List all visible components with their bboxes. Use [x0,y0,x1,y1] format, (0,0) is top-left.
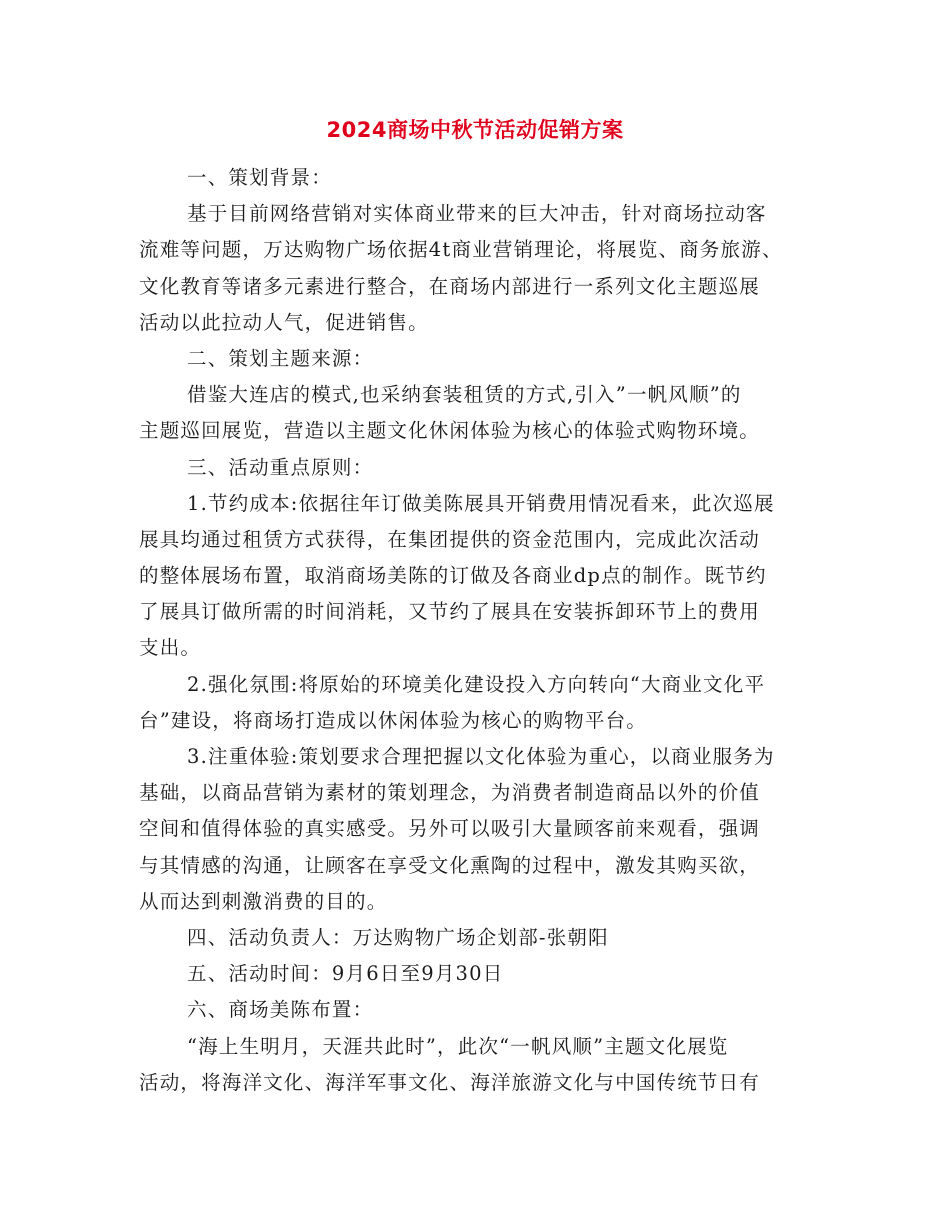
document-body [139,160,819,1101]
text-line: 活动以此拉动人气，促进销售。 [139,310,429,334]
text-line: 二、策划主题来源： [187,346,374,370]
text-line: 展具均通过租赁方式获得，在集团提供的资金范围内，完成此次活动 [139,527,761,551]
text-line: 与其情感的沟通，让顾客在享受文化熏陶的过程中，激发其购买欲， [139,853,761,877]
text-line: 六、商场美陈布置： [187,998,374,1022]
text-line: 支出。 [139,636,202,660]
text-line: 台”建设，将商场打造成以休闲体验为核心的购物平台。 [139,708,647,732]
text-line: 基于目前网络营销对实体商业带来的巨大冲击，针对商场拉动客 [187,202,767,226]
text-line: 借鉴大连店的模式,也采纳套装租赁的方式,引入”一帆风顺”的 [187,383,742,407]
document-title: 2024商场中秋节活动促销方案 [326,118,624,142]
text-line: 1.节约成本:依据往年订做美陈展具开销费用情况看来，此次巡展 [187,491,775,515]
text-line: 了展具订做所需的时间消耗，又节约了展具在安装拆卸环节上的费用 [139,600,761,624]
text-line: 一、策划背景： [187,166,332,189]
text-line: “海上生明月，天涯共此时”，此次“一帆风顺”主题文化展览 [187,1034,729,1058]
text-line: 四、活动负责人：万达购物广场企划部-张朝阳 [187,925,609,949]
text-line: 基础，以商品营销为素材的策划理念，为消费者制造商品以外的价值 [139,781,761,805]
text-line: 活动，将海洋文化、海洋军事文化、海洋旅游文化与中国传统节日有 [139,1070,761,1094]
text-line: 五、活动时间：9月6日至9月30日 [187,962,504,986]
text-line: 3.注重体验:策划要求合理把握以文化体验为重心，以商业服务为 [187,745,775,768]
text-line: 文化教育等诸多元素进行整合，在商场内部进行一系列文化主题巡展 [139,274,761,298]
text-line: 的整体展场布置，取消商场美陈的订做及各商业dp点的制作。既节约 [139,564,767,588]
text-line: 三、活动重点原则： [187,455,374,479]
text-line: 主题巡回展览，营造以主题文化休闲体验为核心的体验式购物环境。 [139,419,761,443]
text-line: 2.强化氛围:将原始的环境美化建设投入方向转向“大商业文化平 [187,672,766,696]
text-line: 从而达到刺激消费的目的。 [139,889,388,913]
text-line: 流难等问题，万达购物广场依据4t商业营销理论，将展览、商务旅游、 [139,238,783,262]
text-line: 空间和值得体验的真实感受。另外可以吸引大量顾客前来观看，强调 [139,817,761,841]
